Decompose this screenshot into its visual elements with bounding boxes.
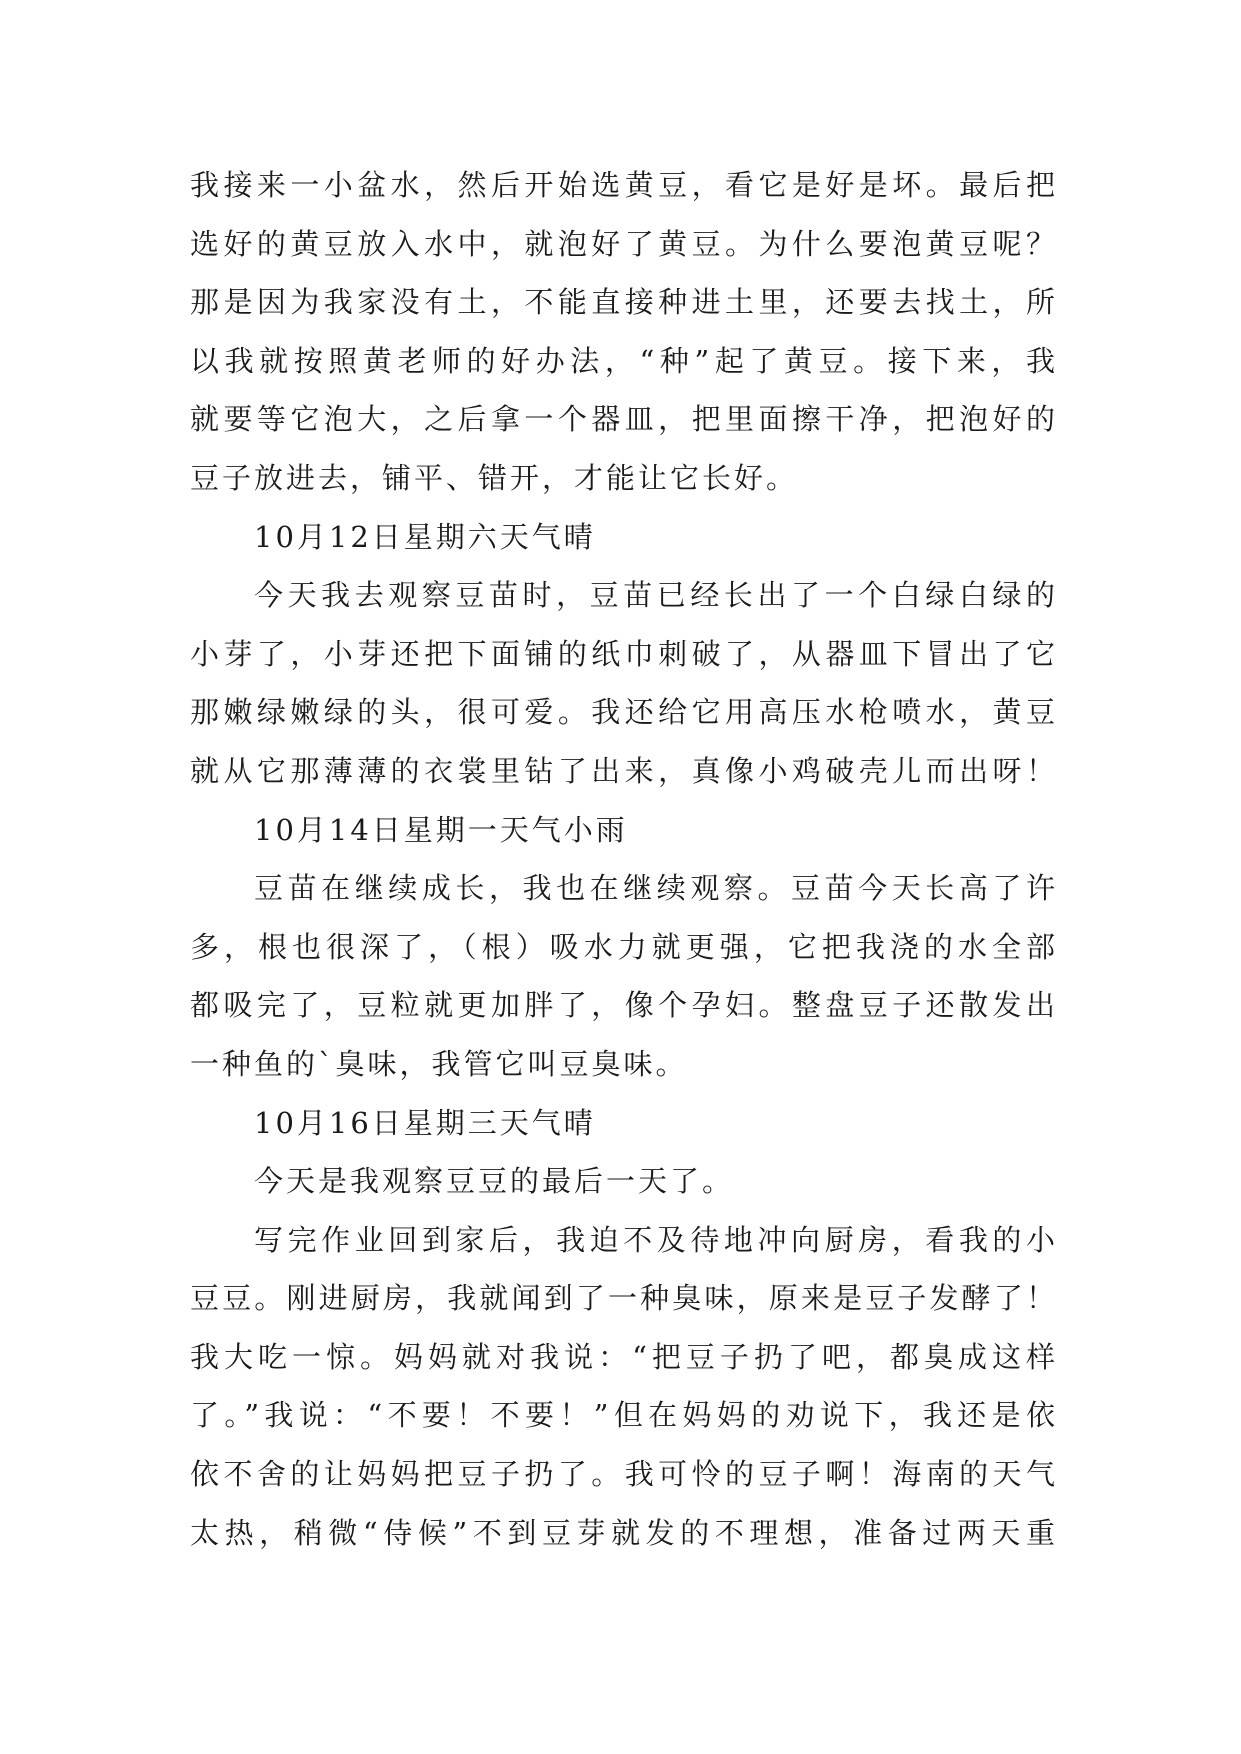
text-line: 太热，稍微“侍候”不到豆芽就发的不理想，准备过两天重: [190, 1515, 1058, 1550]
text-line: 那是因为我家没有土，不能直接种进土里，还要去找土，所: [190, 285, 1058, 320]
text-line: 那嫩绿嫩绿的头，很可爱。我还给它用高压水枪喷水，黄豆: [190, 695, 1058, 730]
text-line: 依不舍的让妈妈把豆子扔了。我可怜的豆子啊！海南的天气: [190, 1457, 1058, 1492]
text-line: 就从它那薄薄的衣裳里钻了出来，真像小鸡破壳儿而出呀！: [190, 753, 1058, 788]
document-page: [190, 156, 1058, 1562]
text-line: 小芽了，小芽还把下面铺的纸巾刺破了，从器皿下冒出了它: [190, 636, 1058, 671]
text-line: 今天我去观察豆苗时，豆苗已经长出了一个白绿白绿的: [254, 578, 1058, 613]
text-line: 选好的黄豆放入水中，就泡好了黄豆。为什么要泡黄豆呢？: [190, 226, 1058, 261]
text-line: 就要等它泡大，之后拿一个器皿，把里面擦干净，把泡好的: [190, 402, 1058, 437]
text-line: 豆豆。刚进厨房，我就闻到了一种臭味，原来是豆子发酵了！: [190, 1281, 1058, 1316]
date-heading: 10月16日星期三天气晴: [254, 1105, 596, 1140]
text-line: 以我就按照黄老师的好办法，“种”起了黄豆。接下来，我: [190, 343, 1058, 378]
date-heading: 10月14日星期一天气小雨: [254, 812, 628, 847]
text-line: 多，根也很深了，（根）吸水力就更强，它把我浇的水全部: [190, 929, 1058, 964]
text-line: 今天是我观察豆豆的最后一天了。: [254, 1164, 735, 1199]
text-line: 我接来一小盆水，然后开始选黄豆，看它是好是坏。最后把: [190, 168, 1058, 202]
text-line: 一种鱼的`臭味，我管它叫豆臭味。: [190, 1046, 688, 1081]
text-line: 我大吃一惊。妈妈就对我说：“把豆子扔了吧，都臭成这样: [190, 1339, 1058, 1374]
text-line: 写完作业回到家后，我迫不及待地冲向厨房，看我的小: [254, 1222, 1058, 1257]
text-line: 了。”我说：“不要！不要！”但在妈妈的劝说下，我还是依: [190, 1398, 1058, 1433]
text-line: 豆苗在继续成长，我也在继续观察。豆苗今天长高了许: [254, 871, 1058, 906]
text-line: 豆子放进去，铺平、错开，才能让它长好。: [190, 460, 799, 495]
date-heading: 10月12日星期六天气晴: [254, 519, 596, 554]
text-line: 都吸完了，豆粒就更加胖了，像个孕妇。整盘豆子还散发出: [190, 988, 1058, 1023]
